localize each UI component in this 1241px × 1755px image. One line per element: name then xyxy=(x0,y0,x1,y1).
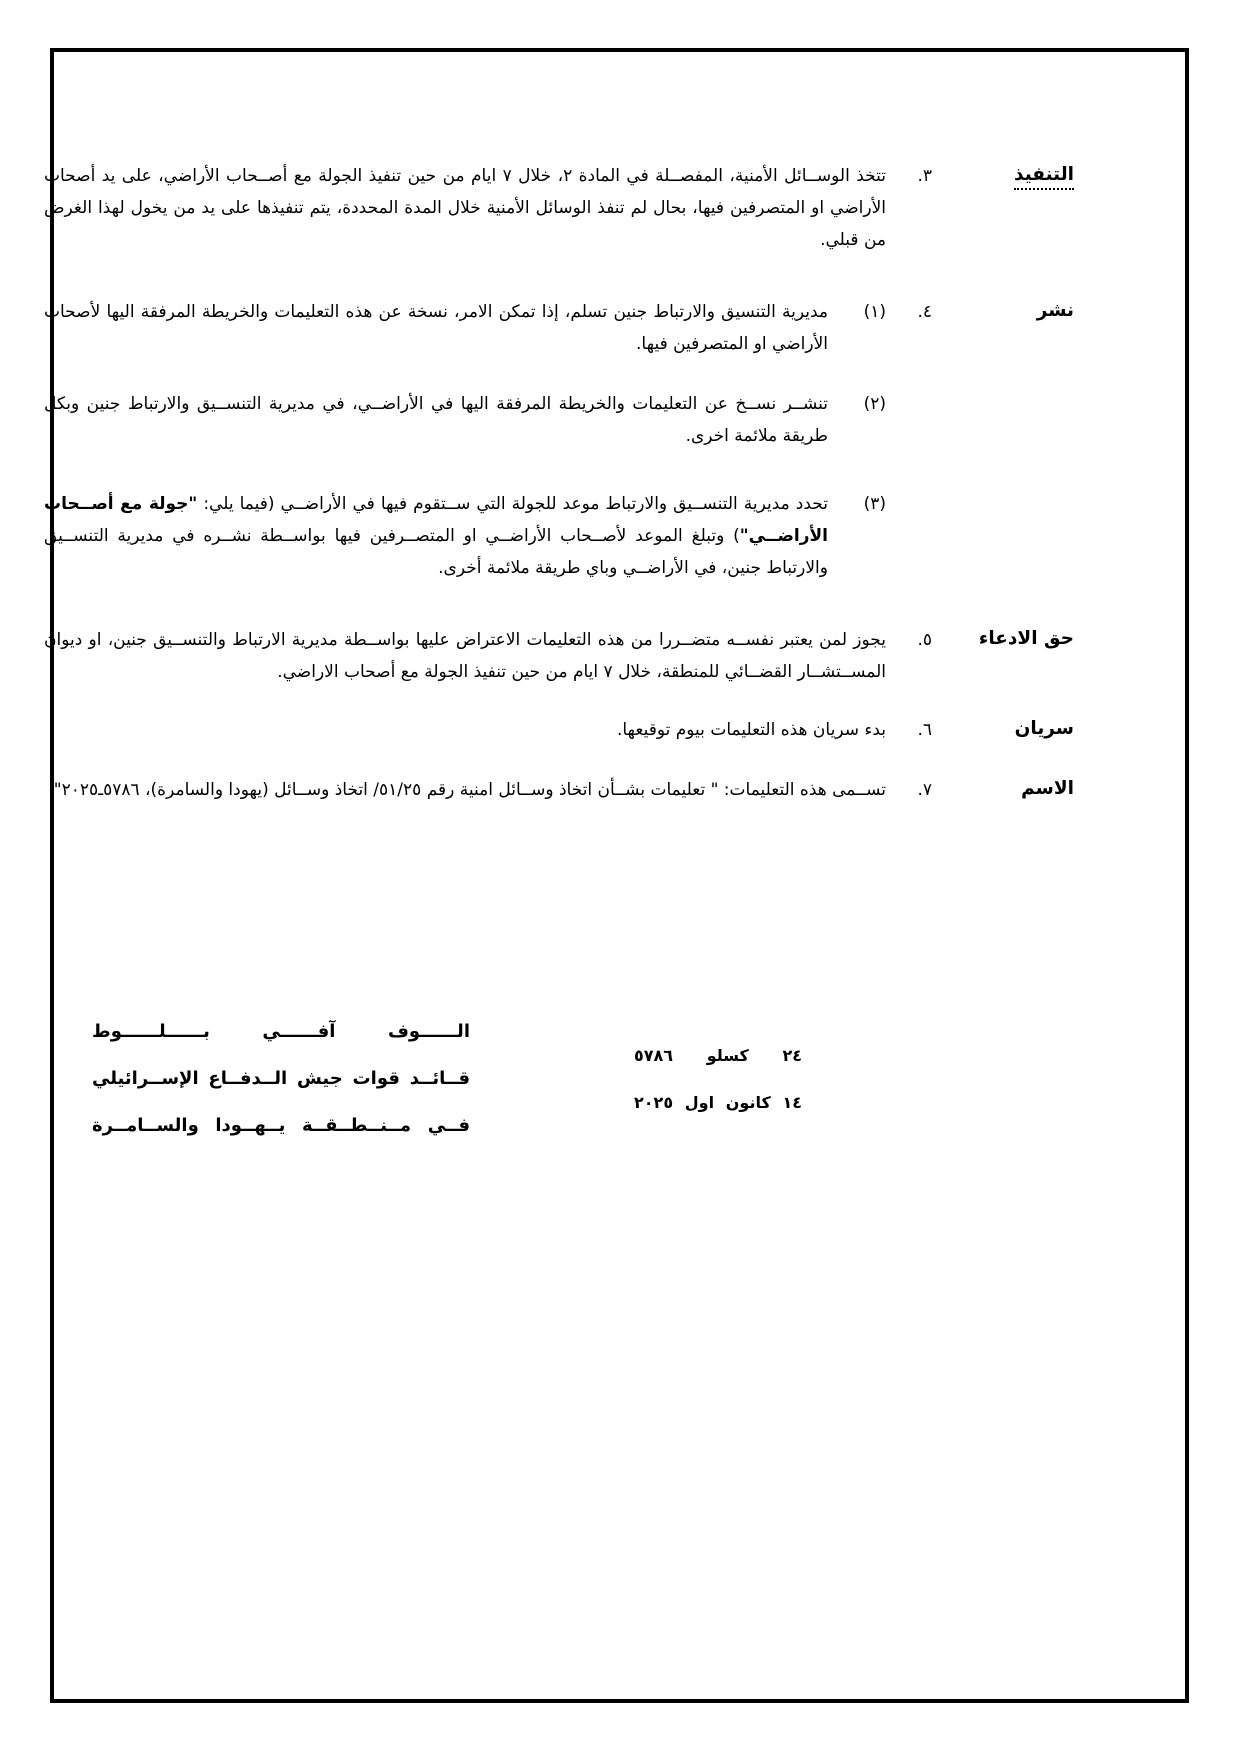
subsection-1-text: مديرية التنسيق والارتباط جنين تسلم، إذا تمكن الامر، نسخة عن هذه التعليمات والخريطة المرفقة اليها لأصحاب الأراضي او المتصرفين فيها. xyxy=(44,302,828,354)
gregorian-date-month-part: اول xyxy=(684,1093,715,1112)
signature-region: فــي مــنــطــقــة يــهــودا والســامــرة xyxy=(92,1115,470,1136)
section-publication-heading-text: نشر xyxy=(1036,300,1074,321)
subsection-1 xyxy=(44,296,886,360)
section-validity-number: ٦. xyxy=(917,720,932,740)
section-validity-heading xyxy=(932,714,1074,746)
signature-block xyxy=(92,1008,470,1149)
section-execution-heading xyxy=(932,160,1074,256)
section-execution-heading-text: التنفيذ xyxy=(1014,164,1074,190)
section-validity-heading-text: سريان xyxy=(1014,718,1074,739)
section-right-of-claim-text: يجوز لمن يعتبر نفســه متضــررا من هذه التعليمات الاعتراض عليها بواســطة مديرية الارتباط والتنســيق جنين، او ديوان المســتشــار القضــائي للمنطقة، خلال ٧ ايام من حين تنفيذ الجولة مع أصحاب الاراضي. xyxy=(44,630,886,682)
section-validity-body xyxy=(44,714,886,746)
gregorian-date-year: ٢٠٢٥ xyxy=(634,1093,674,1112)
hebrew-date-line xyxy=(634,1032,802,1079)
gregorian-date-month: كانون xyxy=(725,1093,771,1112)
section-name-text: تســمى هذه التعليمات: " تعليمات بشــأن اتخاذ وســائل امنية رقم ٥١/٢٥/ اتخاذ وســائل (يهودا والسامرة)، ٥٧٨٦ـ٢٠٢٥". xyxy=(48,780,886,800)
section-publication-body xyxy=(44,296,886,584)
section-name-heading-text: الاسم xyxy=(1021,778,1074,799)
section-name-heading xyxy=(932,774,1074,806)
subsection-3-body xyxy=(44,488,828,584)
subsection-3 xyxy=(44,488,886,584)
subsection-2-body xyxy=(44,388,828,452)
section-right-of-claim xyxy=(44,624,1074,688)
spacer xyxy=(44,584,1074,624)
signature-name: الــــــوف آفــــــي بــــــلــــــوط xyxy=(92,1021,470,1042)
gregorian-date-day: ١٤ xyxy=(782,1093,802,1112)
subsection-3-number: (٣) xyxy=(863,494,886,514)
section-name-number: ٧. xyxy=(917,780,932,800)
subsection-2 xyxy=(44,388,886,452)
section-right-of-claim-heading xyxy=(932,624,1074,688)
section-publication xyxy=(44,296,1074,584)
subsection-3-text xyxy=(44,488,828,584)
tour-with-landowners-bold-phrase: "جولة مع أصــحاب الأراضــي" xyxy=(44,494,828,546)
subsection-3-text-before: تحدد مديرية التنســيق والارتباط موعد للجولة التي ســتقوم فيها في الأراضــي (فيما يلي: xyxy=(197,494,829,514)
page-border-frame xyxy=(44,48,1189,1703)
subsection-3-text-after: ) وتبلغ الموعد لأصــحاب الأراضــي او المتصــرفين فيها بواســطة نشــره في مديرية التنســيق والارتباط جنين، في الأراضــي وباي طريقة ملائمة أخرى. xyxy=(44,526,828,578)
subsection-2-text: تنشــر نســخ عن التعليمات والخريطة المرفقة اليها في الأراضــي، في مديرية التنســيق والارتباط جنين وبكل طريقة ملائمة اخرى. xyxy=(44,394,828,446)
section-right-of-claim-number: ٥. xyxy=(917,630,932,650)
subsection-2-number: (٢) xyxy=(863,394,886,414)
section-execution-body xyxy=(44,160,886,256)
section-execution-text: تتخذ الوســائل الأمنية، المفصــلة في المادة ٢، خلال ٧ ايام من حين تنفيذ الجولة مع أصــحاب الأراضي، على يد أصحاب الأراضي او المتصرفين فيها، بحال لم تنفذ الوسائل الأمنية خلال المدة المحددة، يتم تنفيذها على يد من يخول لهذا الغرض من قبلي. xyxy=(44,166,886,250)
section-validity-text: بدء سريان هذه التعليمات بيوم توقيعها. xyxy=(616,720,886,740)
section-validity xyxy=(44,714,1074,746)
hebrew-date-year: ٥٧٨٦ xyxy=(634,1046,674,1065)
section-name-body xyxy=(44,774,886,806)
date-block xyxy=(634,1032,802,1126)
hebrew-date-day: ٢٤ xyxy=(782,1046,802,1065)
subsection-1-number: (١) xyxy=(863,302,886,322)
section-execution-number: ٣. xyxy=(917,166,932,186)
section-right-of-claim-heading-text: حق الادعاء xyxy=(978,628,1074,649)
hebrew-date-month: كسلو xyxy=(706,1046,749,1065)
section-execution xyxy=(44,160,1074,256)
section-right-of-claim-body xyxy=(44,624,886,688)
section-publication-heading xyxy=(932,296,1074,584)
section-publication-number: ٤. xyxy=(917,302,932,322)
subsection-1-body xyxy=(44,296,828,360)
document-content xyxy=(44,160,1074,806)
signature-title: قــائــد قوات جيش الــدفــاع الإســرائيلي xyxy=(92,1068,470,1089)
section-name xyxy=(44,774,1074,806)
gregorian-date-line xyxy=(634,1079,802,1126)
